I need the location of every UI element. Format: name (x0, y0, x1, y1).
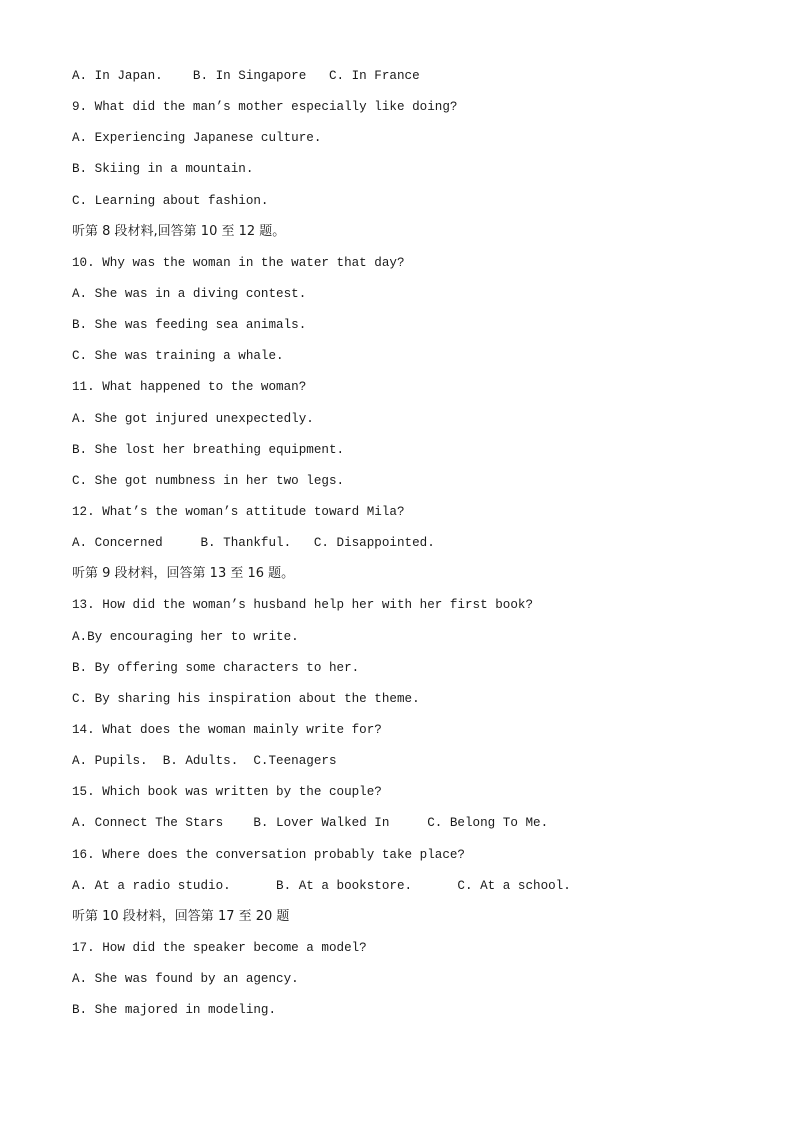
option-13c: C. By sharing his inspiration about the theme. (72, 691, 420, 706)
section-heading-10: 听第 10 段材料，回答第 17 至 20 题 (72, 908, 290, 924)
section-heading-8: 听第 8 段材料,回答第 10 至 12 题。 (72, 223, 286, 239)
answer-options-q15: A. Connect The Stars B. Lover Walked In C. Belong To Me. (72, 816, 549, 831)
option-17b: B. She majored in modeling. (72, 1003, 277, 1018)
option-9a: A. Experiencing Japanese culture. (72, 131, 322, 146)
question-11: 11. What happened to the woman? (72, 380, 307, 395)
question-15: 15. Which book was written by the couple? (72, 785, 382, 800)
section-heading-9: 听第 9 段材料，回答第 13 至 16 题。 (72, 566, 295, 582)
question-17: 17. How did the speaker become a model? (72, 940, 367, 955)
option-11c: C. She got numbness in her two legs. (72, 473, 345, 488)
option-9b: B. Skiing in a mountain. (72, 162, 254, 177)
question-16: 16. Where does the conversation probably take place? (72, 847, 465, 862)
option-17a: A. She was found by an agency. (72, 972, 299, 987)
option-11b: B. She lost her breathing equipment. (72, 442, 345, 457)
option-11a: A. She got injured unexpectedly. (72, 411, 314, 426)
answer-options-q14: A. Pupils. B. Adults. C.Teenagers (72, 754, 337, 769)
question-9: 9. What did the man’s mother especially like doing? (72, 100, 458, 115)
exam-page (72, 64, 752, 1029)
option-10b: B. She was feeding sea animals. (72, 318, 307, 333)
option-9c: C. Learning about fashion. (72, 193, 269, 208)
answer-options-q12: A. Concerned B. Thankful. C. Disappointed. (72, 536, 435, 551)
question-14: 14. What does the woman mainly write for? (72, 722, 382, 737)
question-12: 12. What’s the woman’s attitude toward Mila? (72, 504, 405, 519)
option-10a: A. She was in a diving contest. (72, 286, 307, 301)
option-10c: C. She was training a whale. (72, 349, 284, 364)
answer-options-q16: A. At a radio studio. B. At a bookstore. C. At a school. (72, 878, 571, 893)
option-13b: B. By offering some characters to her. (72, 660, 360, 675)
answer-options-q8: A. In Japan. B. In Singapore C. In France (72, 69, 420, 83)
question-10: 10. Why was the woman in the water that day? (72, 255, 405, 270)
question-13: 13. How did the woman’s husband help her with her first book? (72, 598, 534, 613)
option-13a: A.By encouraging her to write. (72, 629, 299, 644)
